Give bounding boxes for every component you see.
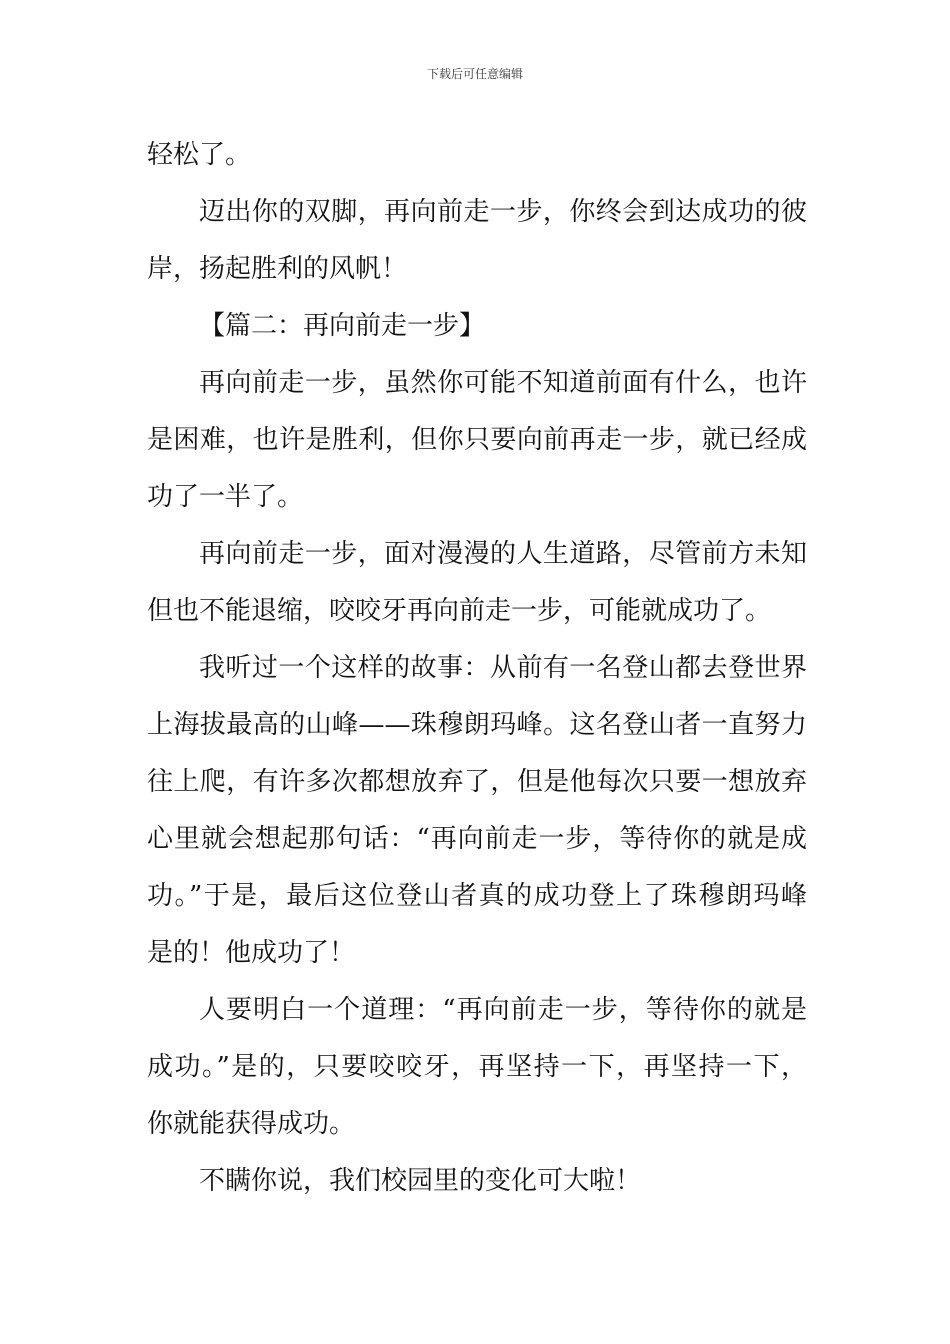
paragraph-first-line: 人要明白一个道理：“再向前走一步，等待你的就是 [199, 995, 807, 1025]
text-line: 成功。”是的，只要咬咬牙，再坚持一下，再坚持一下， [147, 1052, 807, 1082]
text-line: 心里就会想起那句话：“再向前走一步，等待你的就是成 [147, 824, 807, 854]
text-line: 是的！他成功了！ [147, 938, 356, 968]
text-line: 你就能获得成功。 [147, 1109, 356, 1139]
paragraph-first-line: 再向前走一步，面对漫漫的人生道路，尽管前方未知 [199, 539, 807, 569]
paragraph-first-line: 迈出你的双脚，再向前走一步，你终会到达成功的彼 [199, 197, 807, 227]
text-line: 岸，扬起胜利的风帆！ [147, 254, 408, 284]
text-line: 但也不能退缩，咬咬牙再向前走一步，可能就成功了。 [147, 596, 772, 626]
paragraph-first-line: 我听过一个这样的故事：从前有一名登山都去登世界 [199, 653, 807, 683]
text-line: 功了一半了。 [147, 482, 304, 512]
text-line: 功。”于是，最后这位登山者真的成功登上了珠穆朗玛峰 [147, 881, 807, 911]
text-line: 轻松了。 [147, 140, 252, 170]
paragraph-first-line: 再向前走一步，虽然你可能不知道前面有什么，也许 [199, 368, 807, 398]
text-line: 往上爬，有许多次都想放弃了，但是他每次只要一想放弃 [147, 767, 807, 797]
paragraph-first-line: 不瞒你说，我们校园里的变化可大啦！ [199, 1166, 642, 1196]
page-header: 下载后可任意编辑 [426, 67, 523, 81]
section-heading: 【篇二：再向前走一步】 [199, 311, 486, 341]
document-body [147, 127, 807, 1210]
text-line: 是困难，也许是胜利，但你只要向前再走一步，就已经成 [147, 425, 807, 455]
text-line: 上海拔最高的山峰——珠穆朗玛峰。这名登山者一直努力 [147, 710, 807, 740]
